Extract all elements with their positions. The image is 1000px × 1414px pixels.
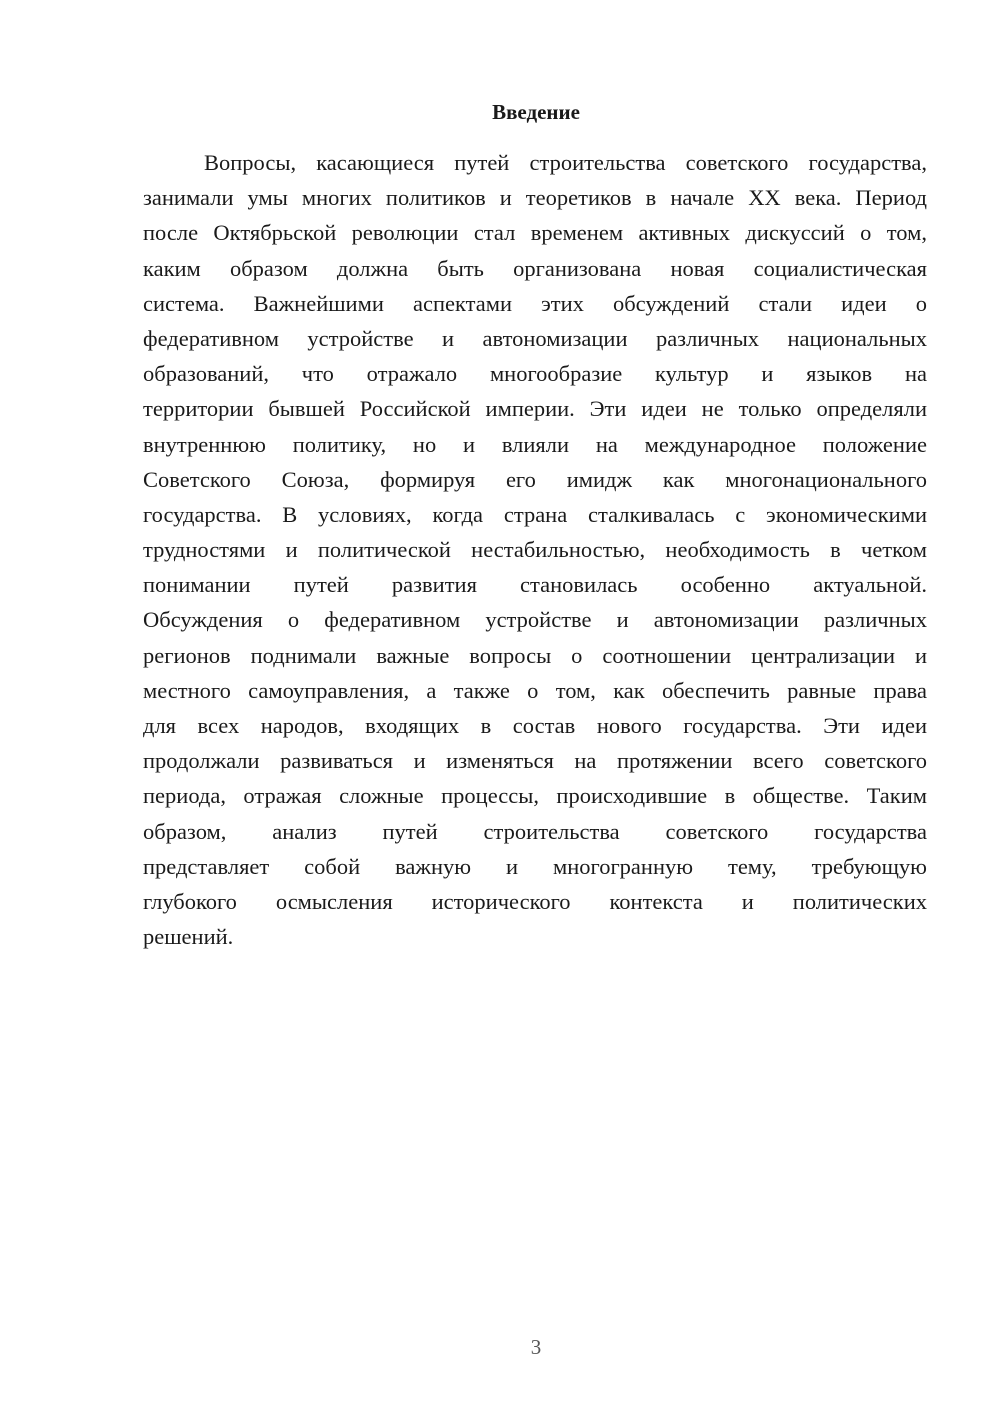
paragraph-line: Обсуждения о федеративном устройстве и автономизации различных xyxy=(143,607,927,633)
paragraph-line: государства. В условиях, когда страна сталкивалась с экономическими xyxy=(143,501,927,527)
paragraph-line: территории бывшей Российской империи. Эти идеи не только определяли xyxy=(143,396,927,422)
paragraph-line: каким образом должна быть организована новая социалистическая xyxy=(143,255,927,281)
paragraph-line: система. Важнейшими аспектами этих обсуждений стали идеи о xyxy=(143,290,927,316)
paragraph-line: Вопросы, касающиеся путей строительства советского государства, xyxy=(204,150,927,175)
paragraph-line: периода, отражая сложные процессы, происходившие в обществе. Таким xyxy=(143,783,927,809)
paragraph-line: для всех народов, входящих в состав нового государства. Эти идеи xyxy=(143,713,927,738)
paragraph-line: местного самоуправления, а также о том, как обеспечить равные права xyxy=(143,677,927,703)
paragraph-line: образований, что отражало многообразие культур и языков на xyxy=(143,361,927,387)
paragraph-line: регионов поднимали важные вопросы о соотношении централизации и xyxy=(143,642,927,668)
paragraph-line: образом, анализ путей строительства советского государства xyxy=(143,818,927,844)
paragraph-line: федеративном устройстве и автономизации различных национальных xyxy=(143,325,927,351)
paragraph-line: понимании путей развития становилась особенно актуальной. xyxy=(143,572,927,598)
paragraph-line: решений. xyxy=(143,924,234,950)
paragraph-line: глубокого осмысления исторического контекста и политических xyxy=(143,888,927,914)
paragraph-line: занимали умы многих политиков и теоретиков в начале XX века. Период xyxy=(143,185,927,211)
paragraph-line: после Октябрьской революции стал временем активных дискуссий о том, xyxy=(143,220,927,246)
paragraph-line: представляет собой важную и многогранную тему, требующую xyxy=(143,853,927,879)
section-heading: Введение xyxy=(492,100,580,124)
paragraph-line: внутреннюю политику, но и влияли на международное положение xyxy=(143,431,927,457)
paragraph-line: Советского Союза, формируя его имидж как многонационального xyxy=(143,466,927,492)
page-number: 3 xyxy=(530,1335,542,1359)
paragraph-line: продолжали развиваться и изменяться на протяжении всего советского xyxy=(143,748,927,774)
paragraph-line: трудностями и политической нестабильностью, необходимость в четком xyxy=(143,537,927,563)
body-paragraph xyxy=(143,145,927,954)
